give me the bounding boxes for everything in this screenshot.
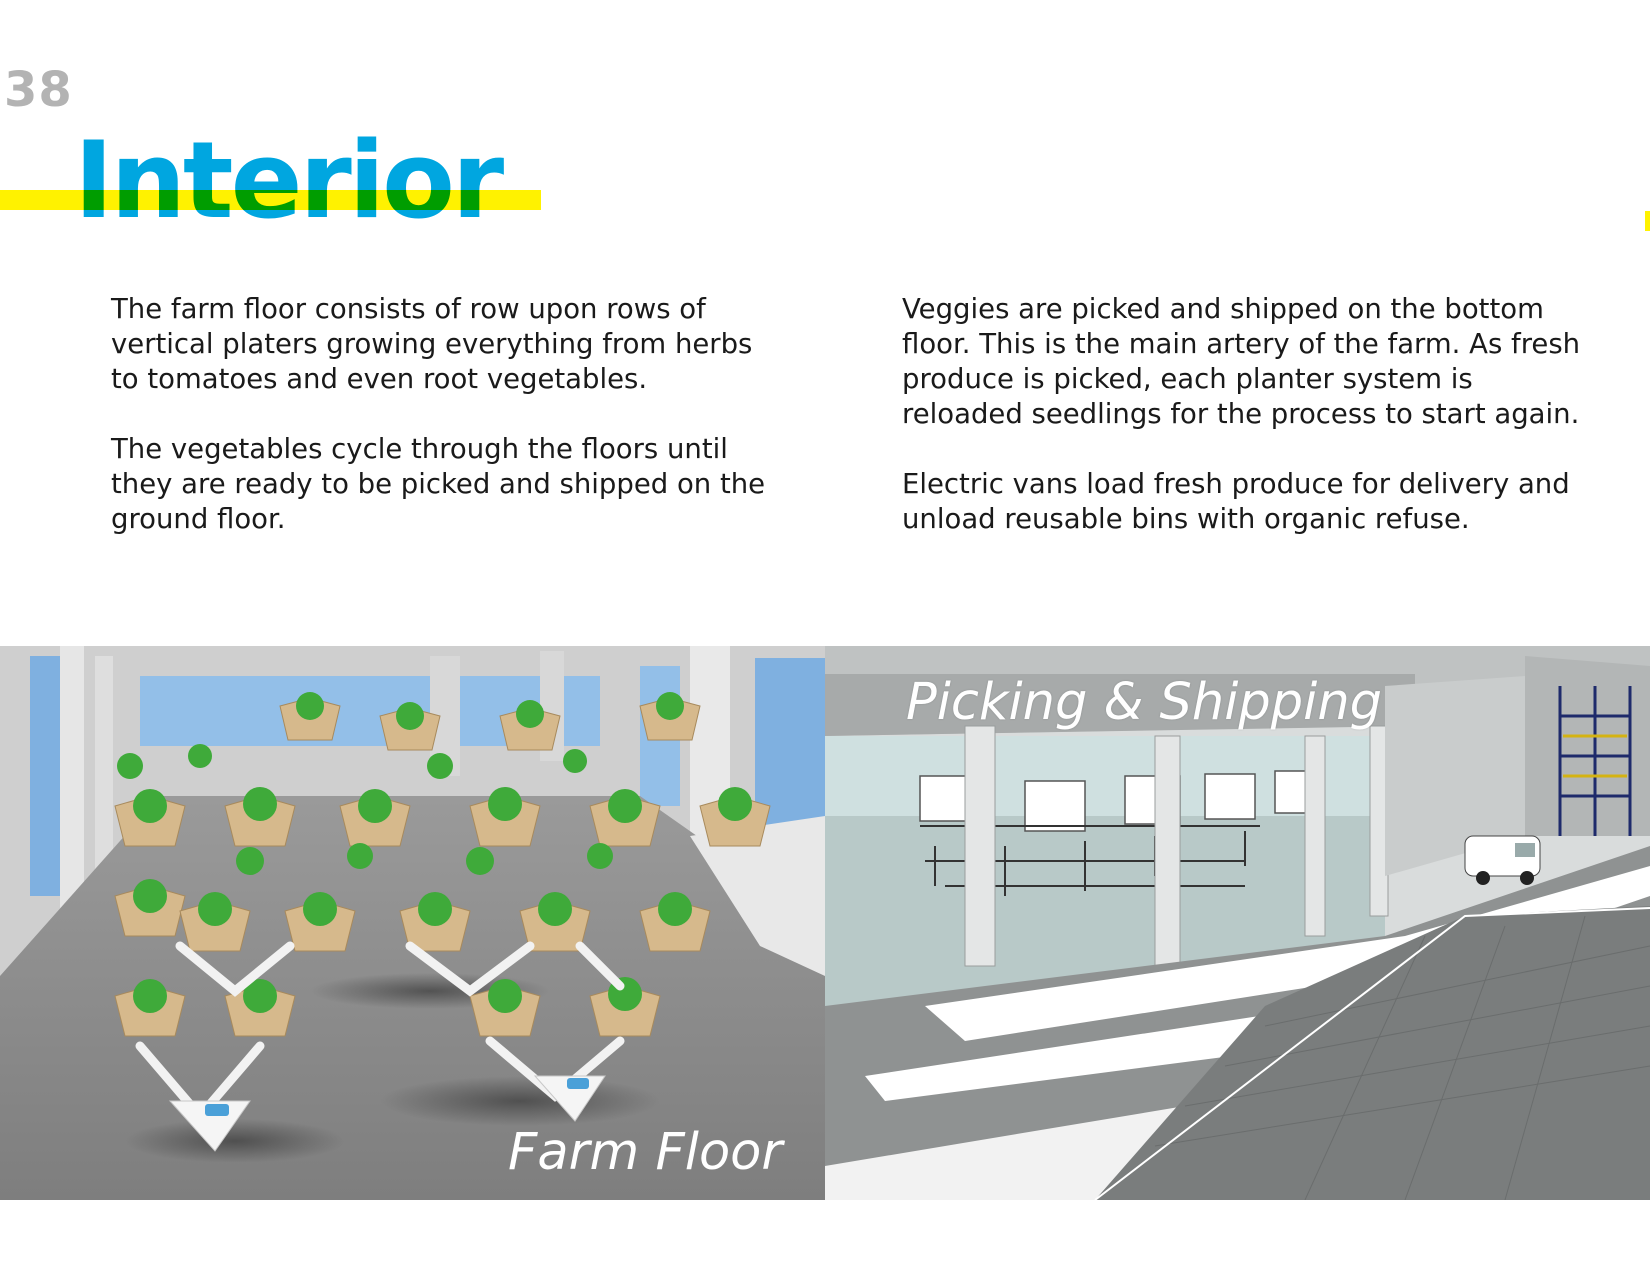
farm-floor-caption: Farm Floor <box>508 1123 783 1182</box>
right-text-column <box>902 292 1602 572</box>
left-text-column <box>111 292 771 572</box>
edge-marker <box>1645 211 1650 231</box>
paragraph: The vegetables cycle through the floors until they are ready to be picked and shipped on the ground floor. <box>111 433 766 535</box>
farm-floor-image <box>0 646 825 1200</box>
paragraph: The farm floor consists of row upon rows of vertical platers growing everything from herbs to tomatoes and even root vegetables. <box>111 293 753 395</box>
picking-shipping-caption: Picking & Shipping <box>906 673 1383 732</box>
page-title: Interior <box>74 119 502 242</box>
paragraph: Electric vans load fresh produce for delivery and unload reusable bins with organic refuse. <box>902 468 1570 535</box>
farm-floor-illustration <box>0 646 825 1200</box>
page-number: 38 <box>4 62 73 118</box>
paragraph: Veggies are picked and shipped on the bottom floor. This is the main artery of the farm. As fresh produce is picked, each planter system is reloaded seedlings for the process to start again. <box>902 293 1581 430</box>
